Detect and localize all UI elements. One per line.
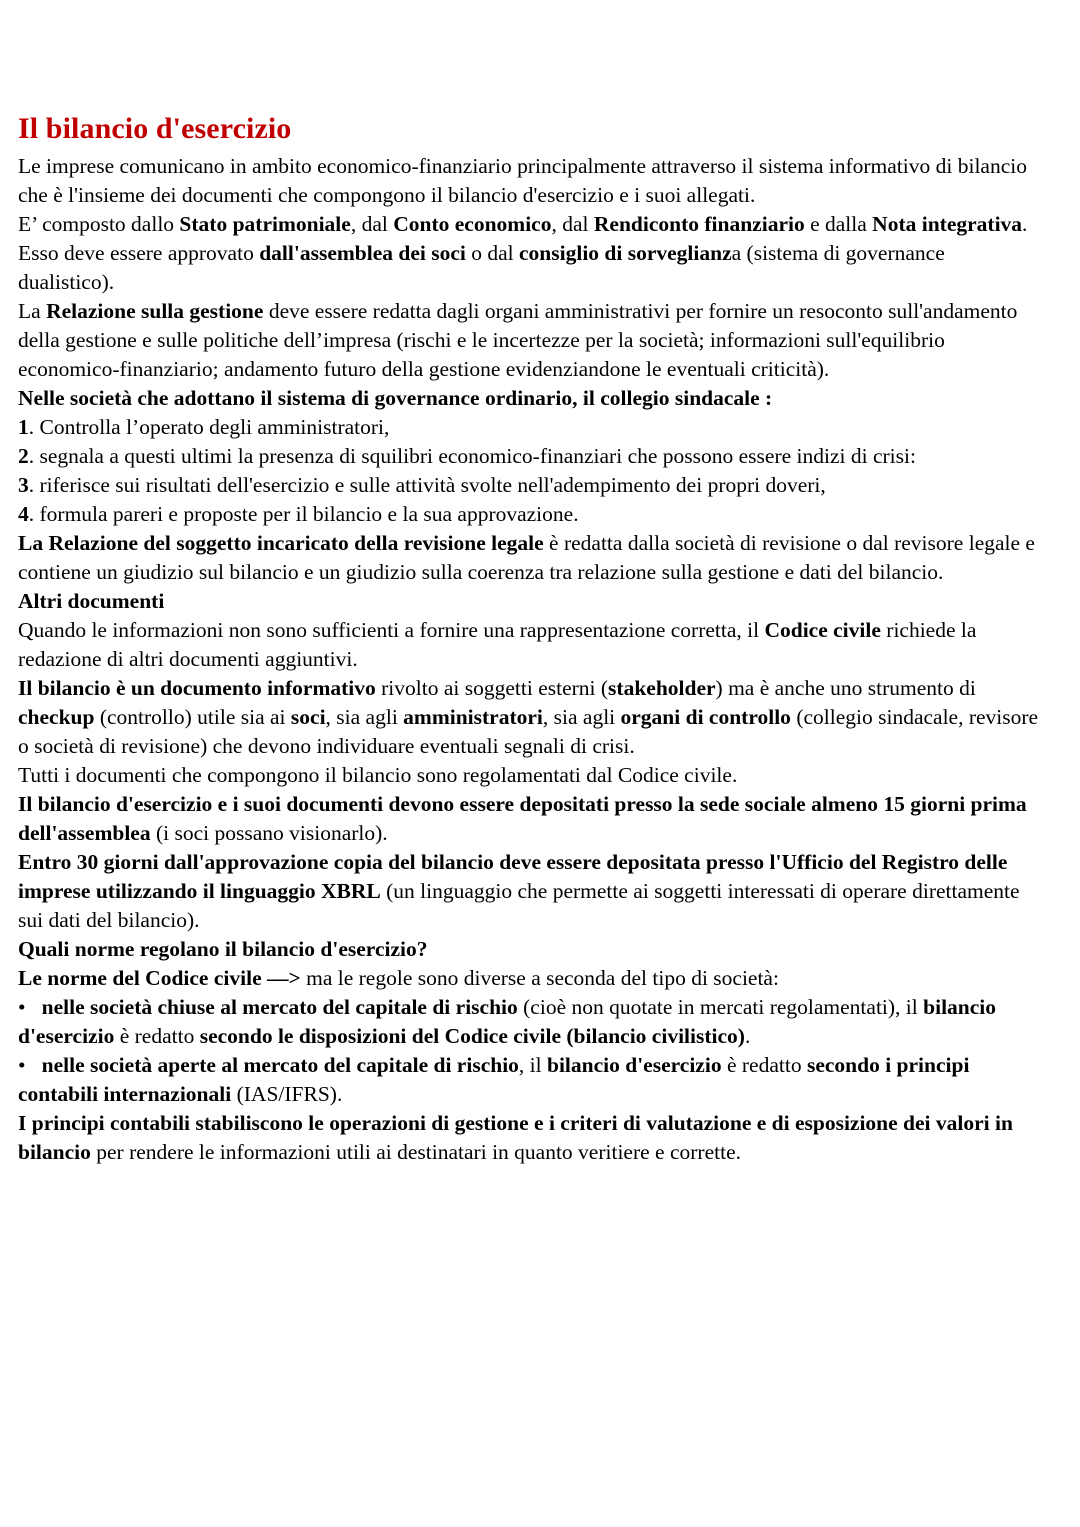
deposito-p2-bold-1: Entro 30 giorni dall'approvazione copia del bilancio deve essere depositata presso l'Ufficio del Registro delle imprese utilizzando il linguaggio XBRL <box>18 850 1013 903</box>
intro-paragraph <box>18 152 1045 210</box>
altri-p2-bold-6: organi di controllo <box>620 705 791 729</box>
list-item <box>18 471 1045 500</box>
approval-mid-1: o dal <box>465 241 520 265</box>
norme-answer-tail: ma le regole sono diverse a seconda del tipo di società: <box>300 966 779 990</box>
norme-answer-bold-1: Le norme del Codice civile —> <box>18 966 301 990</box>
list-item-number: 2 <box>18 444 29 468</box>
bullet1-mid-2: è redatto <box>114 1024 200 1048</box>
list-item-number: 3 <box>18 473 29 497</box>
revisione-legale-paragraph <box>18 529 1045 587</box>
deposito-paragraph-1 <box>18 790 1045 848</box>
list-item-label: formula pareri e proposte per il bilancio e la sua approvazione. <box>39 502 579 526</box>
composition-mid-1: , dal <box>350 212 394 236</box>
norme-bullet-1 <box>18 993 1045 1051</box>
altri-documenti-paragraph-1 <box>18 616 1045 674</box>
list-item <box>18 500 1045 529</box>
altri-p2-mid-1: rivolto ai soggetti esterni ( <box>375 676 609 700</box>
list-item-label: riferisce sui risultati dell'esercizio e sulle attività svolte nell'adempimento dei propri doveri, <box>39 473 826 497</box>
revisione-bold-1: La Relazione del soggetto incaricato della revisione legale <box>18 531 544 555</box>
bullet-marker-icon: • <box>18 995 26 1019</box>
collegio-list <box>18 413 1045 529</box>
bullet1-bold-2: bilancio d'esercizio <box>18 995 1002 1048</box>
composition-mid-3: e dalla <box>804 212 873 236</box>
list-item-separator: . <box>28 415 40 439</box>
norme-closing <box>18 1109 1045 1167</box>
altri-p2-mid-4: , sia agli <box>325 705 404 729</box>
deposito-p1-tail: (i soci possano visionarlo). <box>150 821 388 845</box>
list-item-separator: . <box>28 473 40 497</box>
composition-paragraph <box>18 210 1045 239</box>
list-item-label: Controlla l’operato degli amministratori, <box>39 415 390 439</box>
bullet1-bold-3: secondo le disposizioni del Codice civile (bilancio civilistico) <box>199 1024 745 1048</box>
altri-p2-mid-3: (controllo) utile sia ai <box>94 705 291 729</box>
altri-p1-lead: Quando le informazioni non sono sufficienti a fornire una rappresentazione corretta, il <box>18 618 765 642</box>
approval-tail: a (sistema di governance dualistico). <box>18 241 951 294</box>
approval-bold-2: consiglio di sorveglianz <box>519 241 732 265</box>
bullet-marker-icon: • <box>18 1053 26 1077</box>
norme-question: Quali norme regolano il bilancio d'esercizio? <box>18 937 428 961</box>
page-title: Il bilancio d'esercizio <box>18 112 292 145</box>
bullet2-tail: (IAS/IFRS). <box>231 1082 343 1106</box>
approval-bold-1: dall'assemblea dei soci <box>259 241 466 265</box>
bullet2-bold-2: bilancio d'esercizio <box>547 1053 722 1077</box>
altri-documenti-paragraph-2 <box>18 674 1045 761</box>
composition-bold-3: Rendiconto finanziario <box>593 212 805 236</box>
altri-p2-bold-2: stakeholder <box>608 676 716 700</box>
altri-p2-mid-5: , sia agli <box>542 705 621 729</box>
composition-bold-2: Conto economico <box>393 212 552 236</box>
altri-documenti-heading: Altri documenti <box>18 589 165 613</box>
list-item-separator: . <box>28 502 40 526</box>
deposito-paragraph-2 <box>18 848 1045 935</box>
bullet2-bold-1: nelle società aperte al mercato del capitale di rischio <box>25 1053 519 1077</box>
norme-closing-tail: per rendere le informazioni utili ai destinatari in quanto veritiere e corrette. <box>90 1140 741 1164</box>
altri-p2-bold-1: Il bilancio è un documento informativo <box>18 676 376 700</box>
composition-mid-2: , dal <box>551 212 594 236</box>
approval-lead: Esso deve essere approvato <box>18 241 260 265</box>
bullet1-tail: . <box>744 1024 751 1048</box>
collegio-heading: Nelle società che adottano il sistema di governance ordinario, il collegio sindacale : <box>18 386 773 410</box>
list-item-number: 4 <box>18 502 29 526</box>
relazione-bold-1: Relazione sulla gestione <box>46 299 264 323</box>
bullet1-bold-1: nelle società chiuse al mercato del capitale di rischio <box>25 995 518 1019</box>
bullet2-mid-1: , il <box>518 1053 547 1077</box>
list-item-label: segnala a questi ultimi la presenza di squilibri economico-finanziari che possono essere indizi di crisi: <box>39 444 916 468</box>
approval-paragraph <box>18 239 1045 297</box>
bullet2-mid-2: è redatto <box>721 1053 807 1077</box>
deposito-p1-bold-1: Il bilancio d'esercizio e i suoi documenti devono essere depositati presso la sede sociale almeno 15 giorni prima dell'assemblea <box>18 792 1033 845</box>
list-item-separator: . <box>28 444 40 468</box>
altri-p2-bold-4: soci <box>290 705 326 729</box>
altri-p1-bold-1: Codice civile <box>764 618 881 642</box>
norme-answer <box>18 964 1045 993</box>
relazione-lead: La <box>18 299 47 323</box>
relazione-gestione-paragraph <box>18 297 1045 384</box>
norme-closing-bold-1: I principi contabili stabiliscono le operazioni di gestione e i criteri di valutazione e di esposizione dei valori in bilancio <box>18 1111 1019 1164</box>
norme-bullet-2 <box>18 1051 1045 1109</box>
deposito-p2-tail: (un linguaggio che permette ai soggetti interessati di operare direttamente sui dati del bilancio). <box>18 879 1025 932</box>
altri-p2-mid-2: ) ma è anche uno strumento di <box>715 676 982 700</box>
list-item <box>18 413 1045 442</box>
altri-p2-tail: (collegio sindacale, revisore o società di revisione) che devono individuare eventuali segnali di crisi. <box>18 705 1044 758</box>
list-item-number: 1 <box>18 415 29 439</box>
altri-p2-bold-3: checkup <box>18 705 95 729</box>
composition-lead: E’ composto dallo <box>18 212 180 236</box>
composition-bold-1: Stato patrimoniale <box>179 212 351 236</box>
altri-documenti-paragraph-3: Tutti i documenti che compongono il bilancio sono regolamentati dal Codice civile. <box>18 763 738 787</box>
altri-p2-bold-5: amministratori <box>403 705 543 729</box>
list-item <box>18 442 1045 471</box>
altri-p1-tail: richiede la redazione di altri documenti aggiuntivi. <box>18 618 982 671</box>
composition-tail: . <box>1022 212 1028 236</box>
bullet2-bold-3: secondo i principi contabili internazionali <box>18 1053 975 1106</box>
relazione-tail: deve essere redatta dagli organi amministrativi per fornire un resoconto sull'andamento della gestione e sulle politiche dell’impresa (rischi e le incertezze per la società; informazioni sull'equilibrio economico-finanziario; andamento futuro della gestione evidenziandone le eventuali criticità). <box>18 299 1023 381</box>
bullet1-mid-1: (cioè non quotate in mercati regolamentati), il <box>517 995 924 1019</box>
composition-bold-4: Nota integrativa <box>872 212 1023 236</box>
intro-text: Le imprese comunicano in ambito economico-finanziario principalmente attraverso il sistema informativo di bilancio che è l'insieme dei documenti che compongono il bilancio d'esercizio e i suoi allegati. <box>18 154 1033 207</box>
revisione-tail: è redatta dalla società di revisione o dal revisore legale e contiene un giudizio sul bilancio e un giudizio sulla coerenza tra relazione sulla gestione e dati del bilancio. <box>18 531 1041 584</box>
